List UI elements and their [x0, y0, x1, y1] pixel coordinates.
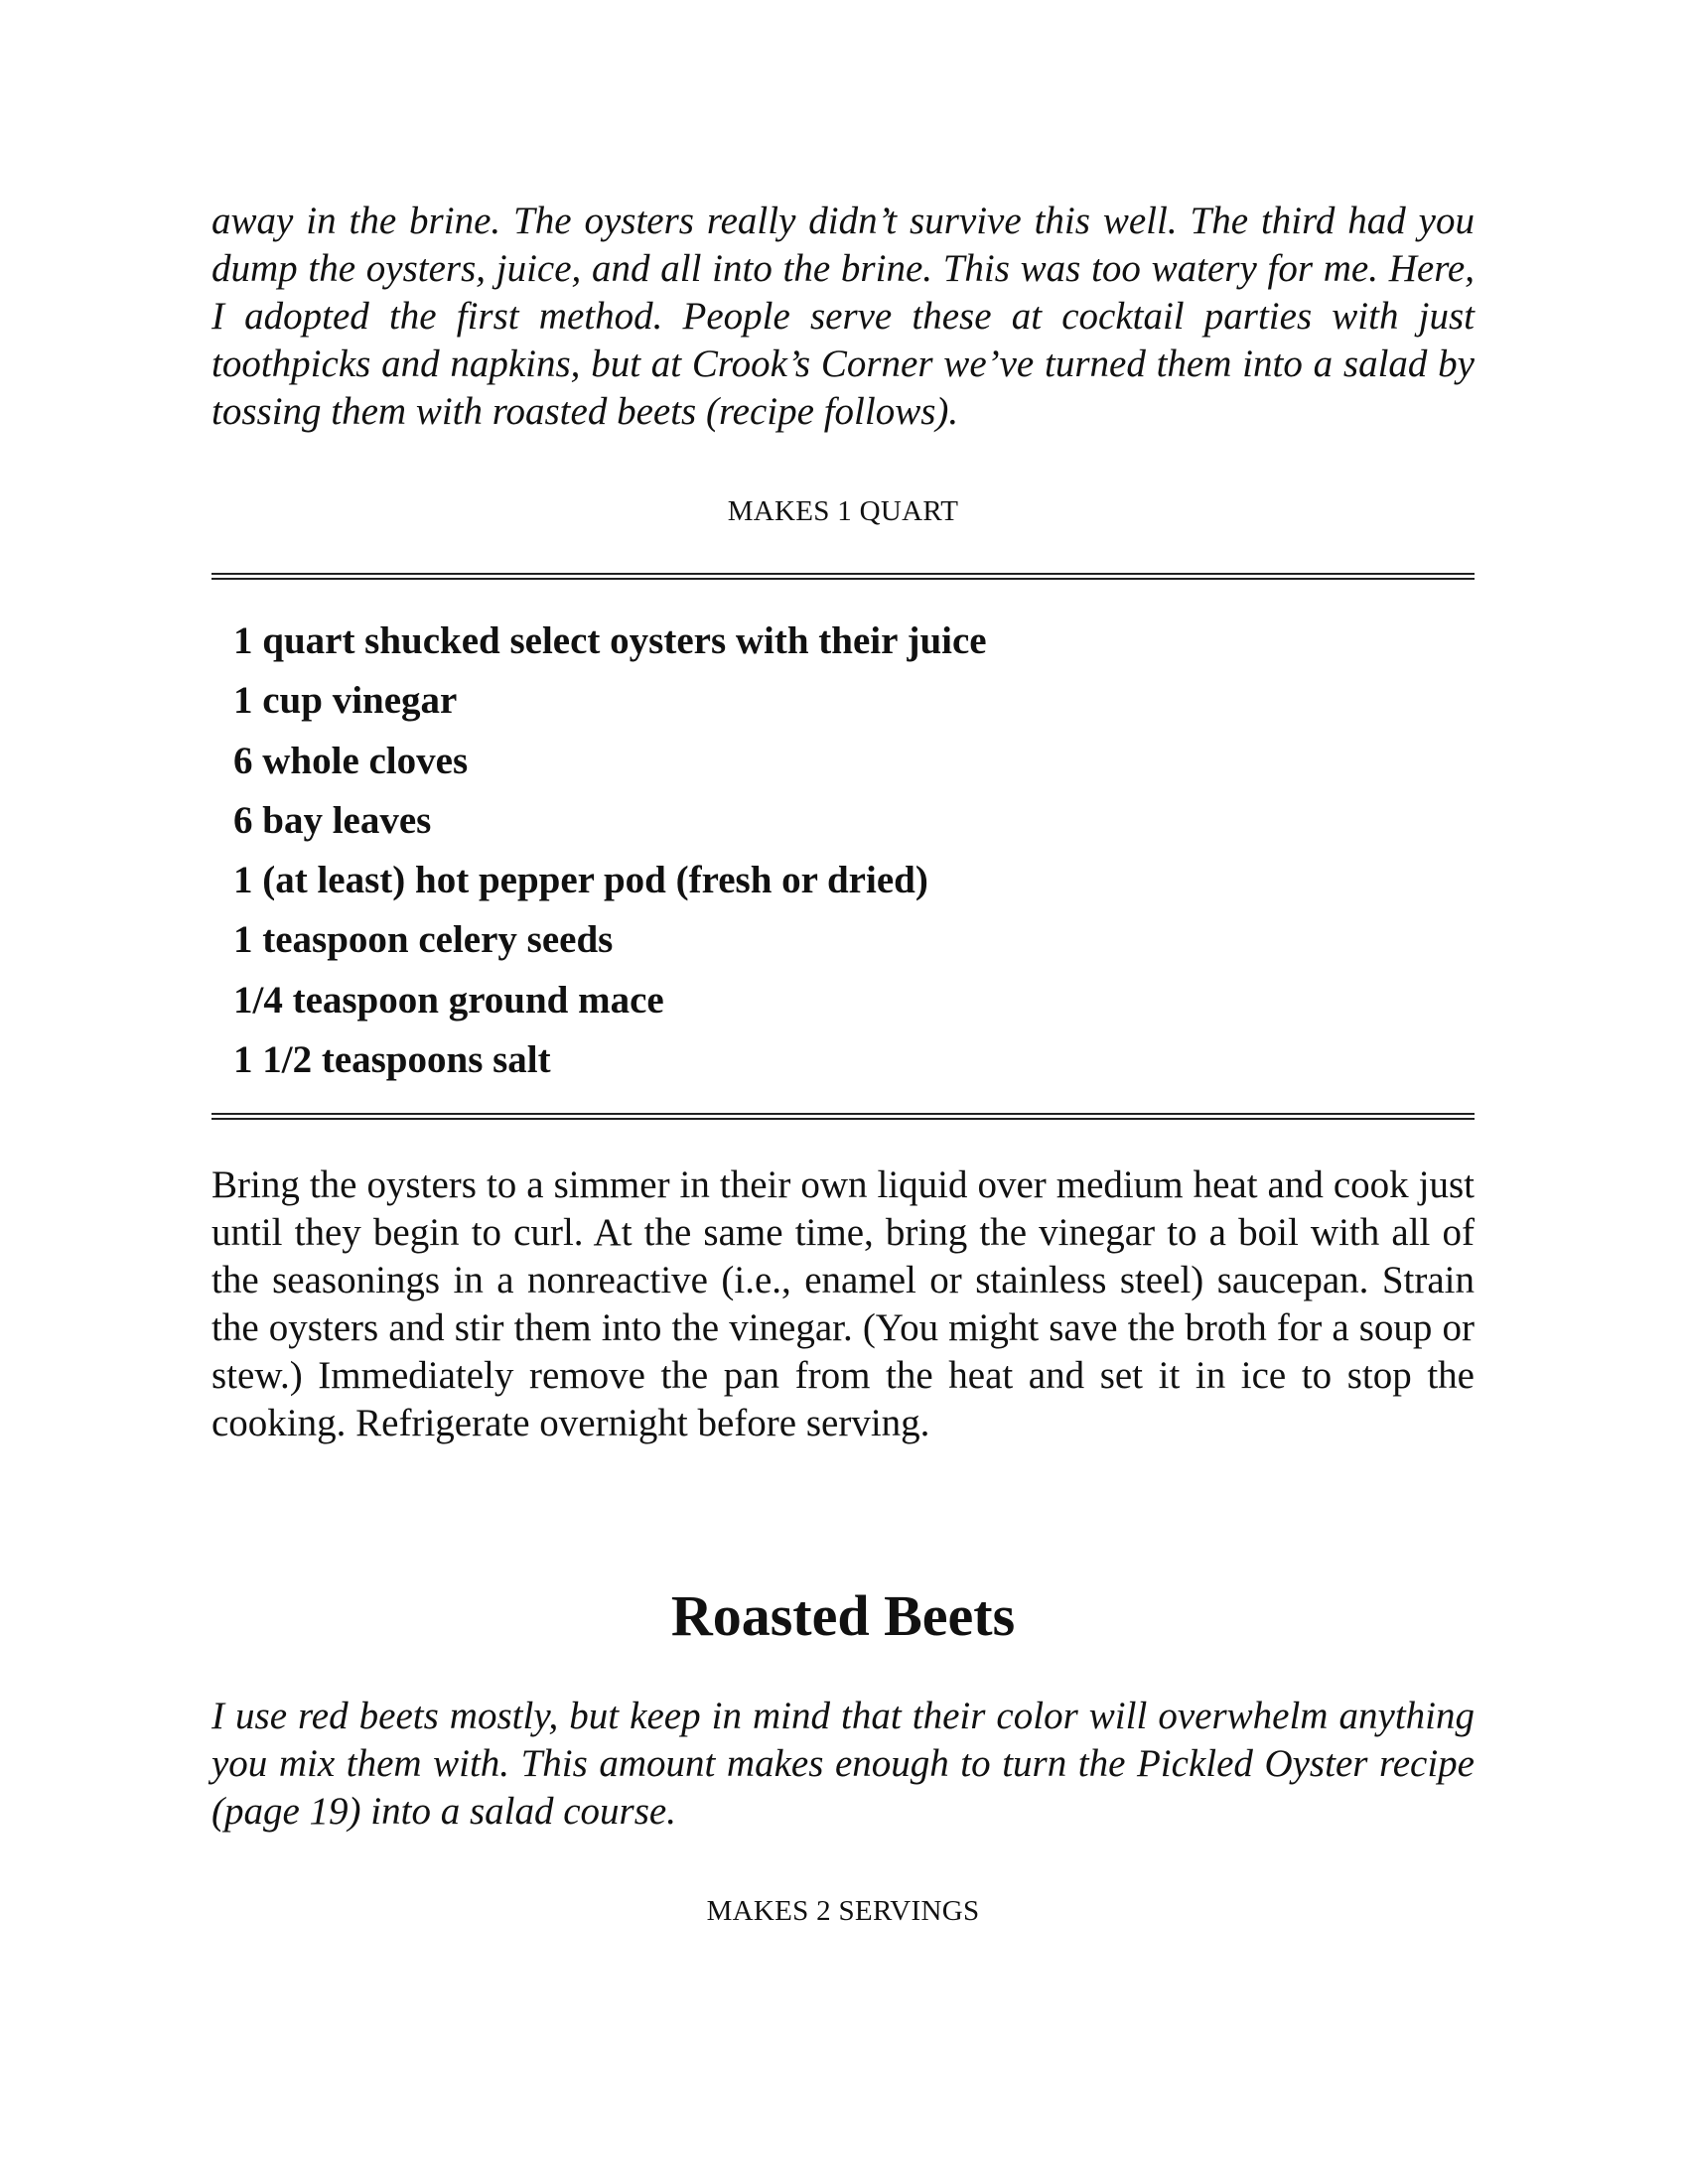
ingredient-item: 6 bay leaves — [233, 798, 432, 842]
recipe-yield: MAKES 1 QUART — [727, 495, 959, 527]
ingredient-item: 6 whole cloves — [233, 739, 469, 782]
recipe-page — [211, 0, 1475, 2184]
recipe-method: Bring the oysters to a simmer in their own liquid over medium heat and cook just until they begin to curl. At the same time, bring the vinegar to a boil with all of the seasonings in a nonreactive (i.e., enamel or stainless steel) saucepan. Strain the oysters and stir them into the vinegar. (You might save the broth for a soup or stew.) Immediately remove the pan from the heat and set it in ice to stop the cooking. Refrigerate overnight before serving. — [211, 1163, 1475, 1444]
recipe-yield: MAKES 2 SERVINGS — [706, 1895, 980, 1927]
recipe-intro: I use red beets mostly, but keep in mind that their color will overwhelm anything you mix them with. This amount makes enough to turn the Pickled Oyster recipe (page 19) into a salad course. — [211, 1695, 1475, 1833]
double-rule-divider — [211, 1113, 1475, 1120]
ingredient-item: 1 teaspoon celery seeds — [233, 918, 614, 962]
recipe-title: Roasted Beets — [670, 1583, 1016, 1648]
ingredient-item: 1 quart shucked select oysters with their juice — [233, 619, 987, 662]
ingredient-item: 1/4 teaspoon ground mace — [233, 978, 664, 1022]
ingredient-item: 1 1/2 teaspoons salt — [233, 1038, 551, 1082]
ingredient-list — [233, 612, 987, 1090]
ingredient-item: 1 cup vinegar — [233, 679, 458, 723]
recipe-intro-continued: away in the brine. The oysters really didn’t survive this well. The third had you dump the oysters, juice, and all into the brine. This was too watery for me. Here, I adopted the first method. People serve these at cocktail parties with just toothpicks and napkins, but at Crook’s Corner we’ve turned them into a salad by tossing them with roasted beets (recipe follows). — [211, 200, 1475, 433]
ingredient-item: 1 (at least) hot pepper pod (fresh or dried) — [233, 859, 928, 902]
double-rule-divider — [211, 573, 1475, 580]
